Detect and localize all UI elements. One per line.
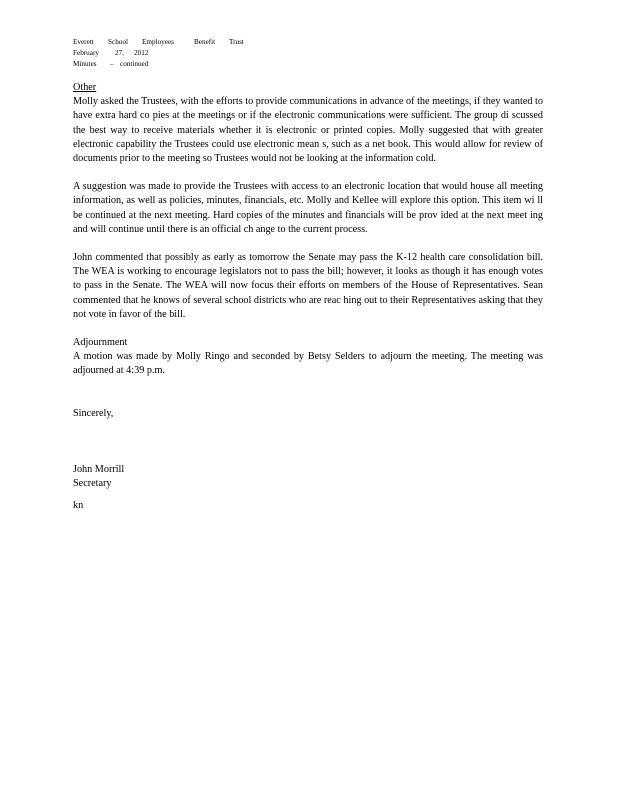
header-date-part: 27, [115, 49, 124, 58]
header-org-word: Everett [73, 38, 94, 46]
document-body [73, 81, 543, 513]
header-line-2 [73, 48, 273, 59]
signatory-name: John Morrill [73, 463, 125, 475]
section-heading-other [73, 81, 543, 95]
header-line-1 [73, 37, 273, 48]
paragraph-other-2: A suggestion was made to provide the Trustees with access to an electronic location that would house all meeting information, as well as policies, minutes, financials, etc. Molly and Kellee will explore this option. This item wi ll be continued at the next meeting. Hard copies of the minutes and financials will be prov ided at the next meet ing and will continue until there is an official ch ange to the current process. [73, 181, 543, 235]
header-subtitle-part: – [110, 60, 114, 69]
header-date-part: February [73, 49, 99, 58]
header-date-part: 2012 [134, 49, 149, 58]
typist-initials: kn [73, 500, 84, 512]
header-org-word: Benefit [194, 38, 216, 46]
paragraph-adjournment: A motion was made by Molly Ringo and seconded by Betsy Selders to adjourn the meeting. The meeting was adjourned at 4:39 p.m. [73, 351, 543, 377]
section-heading-other-text: Other [73, 82, 97, 93]
closing-salutation: Sincerely, [73, 407, 114, 419]
header-subtitle-part: continued [120, 60, 149, 69]
header-org-word: Trust [229, 38, 244, 46]
paragraph-other-3: John commented that possibly as early as tomorrow the Senate may pass the K-12 health care consolidation bill. The WEA is working to encourage legislators not to pass the bill; however, it looks as though it has enough votes to pass in the Senate. The WEA will now focus their efforts on members of the House of Representatives. Sean commented that he knows of several school districts who are reac hing out to their Representatives asking that they not vote in favor of the bill. [73, 252, 543, 320]
header-org-word: Employees [142, 38, 174, 46]
signatory-title: Secretary [73, 478, 112, 489]
header-subtitle-part: Minutes [73, 60, 97, 69]
section-heading-adjournment: Adjournment [73, 337, 128, 349]
header-org-word: School [108, 38, 128, 46]
document-header [73, 37, 273, 71]
header-line-3 [73, 59, 273, 70]
paragraph-other-1: Molly asked the Trustees, with the efforts to provide communications in advance of the meetings, if they wanted to have extra hard co pies at the meetings or if the electronic communications were sufficient. The group di scussed the best way to receive materials whether it is electronic or printed copies. Molly suggested that with greater electronic capability the Trustees could use electronic mean s, such as a net book. This would allow for review of documents prior to the meeting so Trustees would not be looking at the information cold. [73, 96, 543, 164]
